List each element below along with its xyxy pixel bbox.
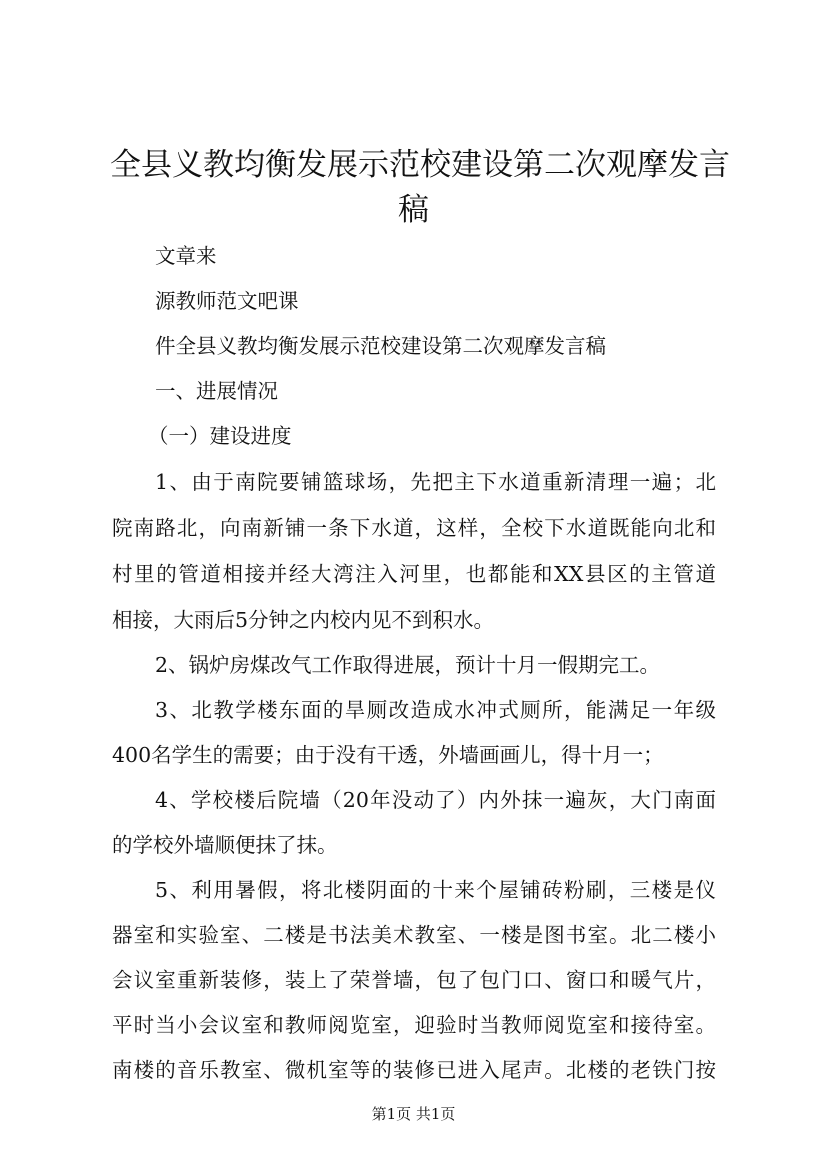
paragraph-line: 1、由于南院要铺篮球场，先把主下水道重新清理一遍；北 — [155, 470, 716, 494]
paragraph-line: 会议室重新装修，装上了荣誉墙，包了包门口、窗口和暖气片， — [112, 968, 716, 992]
paragraph-line: 5、利用暑假，将北楼阴面的十来个屋铺砖粉刷，三楼是仪 — [155, 878, 716, 902]
page-footer: 第1页 共1页 — [371, 1105, 456, 1123]
paragraph-line: 2、锅炉房煤改气工作取得进展，预计十月一假期完工。 — [155, 653, 661, 677]
paragraph-line: 3、北教学楼东面的旱厕改造成水冲式厕所，能满足一年级 — [155, 698, 716, 722]
document-title-line-2: 稿 — [398, 192, 429, 228]
text-line: 件全县义教均衡发展示范校建设第二次观摩发言稿 — [155, 334, 606, 358]
paragraph-line: 南楼的音乐教室、微机室等的装修已进入尾声。北楼的老铁门按 — [112, 1058, 716, 1082]
paragraph-line: 院南路北，向南新铺一条下水道，这样，全校下水道既能向北和 — [112, 516, 716, 540]
paragraph-line: 4、学校楼后院墙（20年没动了）内外抹一遍灰，大门南面 — [155, 788, 716, 812]
section-heading: 一、进展情况 — [155, 379, 278, 403]
paragraph-line: 器室和实验室、二楼是书法美术教室、一楼是图书室。北二楼小 — [112, 923, 716, 947]
paragraph-line: 平时当小会议室和教师阅览室，迎验时当教师阅览室和接待室。 — [112, 1013, 716, 1037]
document-title-line-1: 全县义教均衡发展示范校建设第二次观摩发言 — [110, 147, 730, 183]
paragraph-line: 相接，大雨后5分钟之内校内见不到积水。 — [112, 608, 495, 632]
paragraph-line: 的学校外墙顺便抹了抹。 — [112, 833, 338, 857]
paragraph-line: 400名学生的需要；由于没有干透，外墙画画儿，得十月一； — [112, 743, 664, 767]
paragraph-line: 村里的管道相接并经大湾注入河里，也都能和XX县区的主管道 — [112, 562, 716, 586]
text-line: 源教师范文吧课 — [155, 289, 299, 313]
text-line: 文章来 — [155, 244, 217, 268]
subsection-heading: （一）建设进度 — [148, 424, 292, 448]
